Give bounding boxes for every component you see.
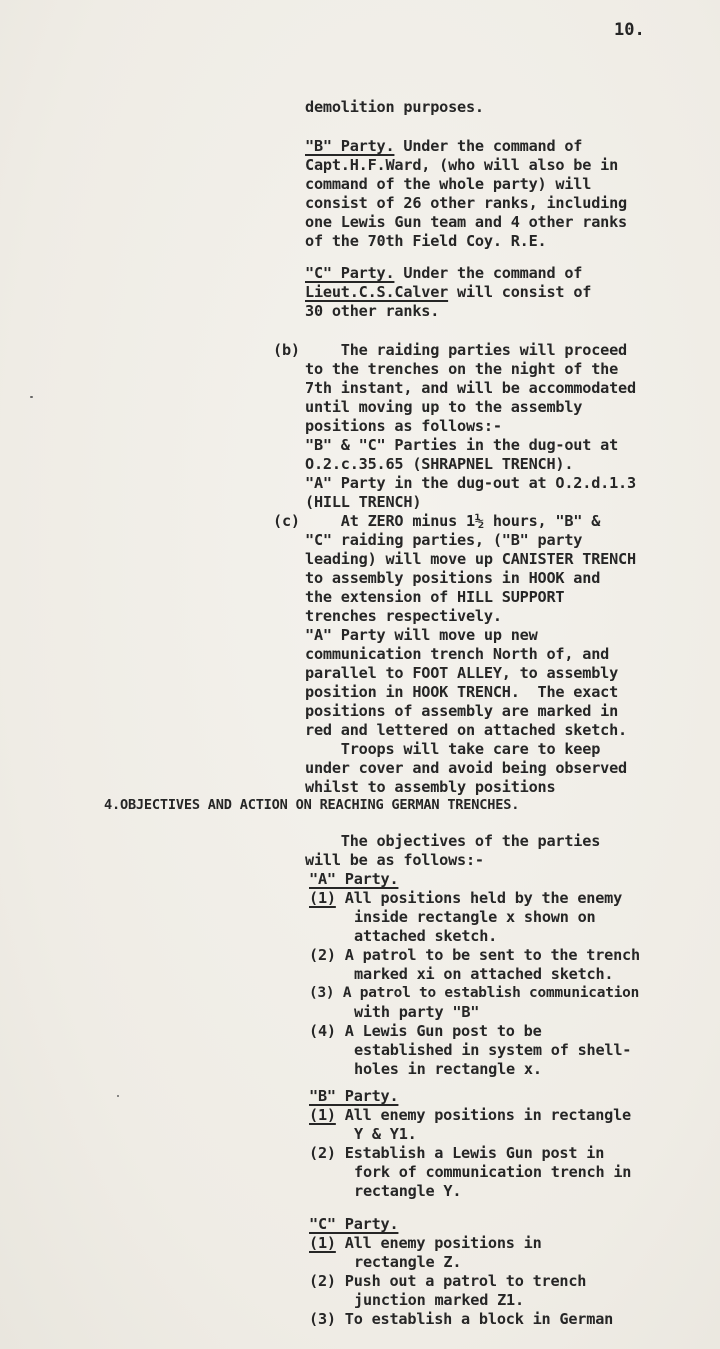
text-line: inside rectangle x shown on <box>354 908 596 926</box>
text-line: "A" Party will move up new <box>305 626 538 644</box>
text-line: O.2.c.35.65 (SHRAPNEL TRENCH). <box>305 455 574 473</box>
c-party-objectives-heading: "C" Party. <box>309 1215 399 1233</box>
text-line: fork of communication trench in <box>354 1163 632 1181</box>
text-line: parallel to FOOT ALLEY, to assembly <box>305 664 619 682</box>
text-line: to assembly positions in HOOK and <box>305 569 601 587</box>
paragraph-label-b: (b) <box>273 341 300 359</box>
list-item <box>309 1234 542 1253</box>
text-fragment: Under the command of <box>394 264 583 282</box>
text-line: communication trench North of, and <box>305 645 610 663</box>
text-fragment: All enemy positions in <box>335 1234 542 1252</box>
text-line: one Lewis Gun team and 4 other ranks <box>305 213 627 231</box>
list-number: (1) <box>309 1234 336 1252</box>
text-line: established in system of shell- <box>354 1041 632 1059</box>
text-fragment: Under the command of <box>394 137 583 155</box>
text-line: trenches respectively. <box>305 607 502 625</box>
text-line: demolition purposes. <box>305 98 484 116</box>
text-line: holes in rectangle x. <box>354 1060 542 1078</box>
text-line: with party "B" <box>354 1003 480 1021</box>
text-line: The objectives of the parties <box>305 832 601 850</box>
text-line: to the trenches on the night of the <box>305 360 619 378</box>
officer-name: Lieut.C.S.Calver <box>305 283 449 301</box>
text-line: attached sketch. <box>354 927 498 945</box>
text-fragment: All positions held by the enemy <box>335 889 623 907</box>
text-line: whilst to assembly positions <box>305 778 556 796</box>
text-line: command of the whole party) will <box>305 175 592 193</box>
text-line: At ZERO minus 1½ hours, "B" & <box>305 512 601 530</box>
b-party-heading: "B" Party. <box>305 137 395 155</box>
list-item <box>309 1106 631 1125</box>
text-line: will be as follows:- <box>305 851 484 869</box>
paragraph-label-c: (c) <box>273 512 300 530</box>
list-item: (2) Establish a Lewis Gun post in <box>309 1144 605 1162</box>
text-line: 7th instant, and will be accommodated <box>305 379 636 397</box>
section-heading: 4.OBJECTIVES AND ACTION ON REACHING GERMAN TRENCHES. <box>104 797 520 813</box>
text-fragment: All enemy positions in rectangle <box>335 1106 631 1124</box>
text-line: rectangle Y. <box>354 1182 462 1200</box>
b-party-paragraph-line <box>305 137 582 156</box>
text-line <box>305 283 591 302</box>
list-item: (4) A Lewis Gun post to be <box>309 1022 542 1040</box>
c-party-paragraph-line <box>305 264 582 283</box>
text-line: junction marked Z1. <box>354 1291 524 1309</box>
text-fragment: will consist of <box>448 283 592 301</box>
list-item <box>309 889 622 908</box>
list-item: (3) A patrol to establish communication <box>309 985 640 1001</box>
list-number: (1) <box>309 889 336 907</box>
text-line: Capt.H.F.Ward, (who will also be in <box>305 156 619 174</box>
text-line: leading) will move up CANISTER TRENCH <box>305 550 636 568</box>
text-line: consist of 26 other ranks, including <box>305 194 627 212</box>
b-party-objectives-heading: "B" Party. <box>309 1087 399 1105</box>
text-line: Troops will take care to keep <box>305 740 601 758</box>
c-party-heading: "C" Party. <box>305 264 395 282</box>
page-number: 10. <box>614 20 645 40</box>
text-line: position in HOOK TRENCH. The exact <box>305 683 619 701</box>
text-line: positions as follows:- <box>305 417 502 435</box>
text-line: red and lettered on attached sketch. <box>305 721 627 739</box>
text-line: "B" & "C" Parties in the dug-out at <box>305 436 619 454</box>
text-line: rectangle Z. <box>354 1253 462 1271</box>
text-line: (HILL TRENCH) <box>305 493 422 511</box>
text-line: under cover and avoid being observed <box>305 759 627 777</box>
paper-speck <box>117 1095 119 1097</box>
a-party-heading: "A" Party. <box>309 870 399 888</box>
text-line: the extension of HILL SUPPORT <box>305 588 565 606</box>
list-number: (1) <box>309 1106 336 1124</box>
text-line: of the 70th Field Coy. R.E. <box>305 232 547 250</box>
text-line: 30 other ranks. <box>305 302 440 320</box>
text-line: "C" raiding parties, ("B" party <box>305 531 583 549</box>
list-item: (2) Push out a patrol to trench <box>309 1272 587 1290</box>
text-line: positions of assembly are marked in <box>305 702 619 720</box>
paper-speck <box>30 396 33 398</box>
text-line: The raiding parties will proceed <box>305 341 627 359</box>
text-line: marked xi on attached sketch. <box>354 965 614 983</box>
text-line: until moving up to the assembly <box>305 398 583 416</box>
list-item: (2) A patrol to be sent to the trench <box>309 946 640 964</box>
text-line: "A" Party in the dug-out at O.2.d.1.3 <box>305 474 636 492</box>
list-item: (3) To establish a block in German <box>309 1310 614 1328</box>
text-line: Y & Y1. <box>354 1125 417 1143</box>
